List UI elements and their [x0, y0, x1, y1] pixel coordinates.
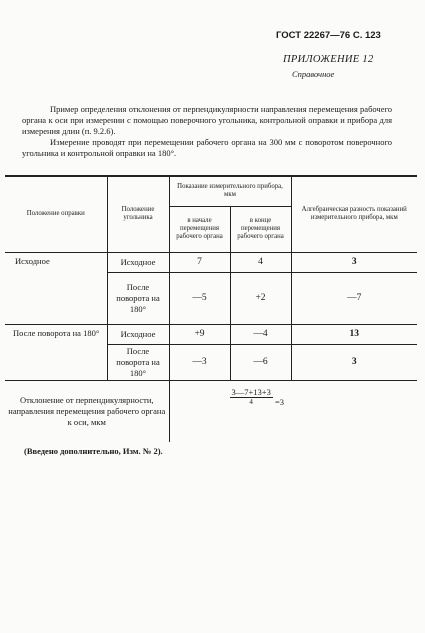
- table-row: [5, 324, 417, 344]
- cell-diff: 3: [291, 344, 417, 380]
- appendix-type: Справочное: [292, 69, 335, 79]
- cell-start: 7: [169, 252, 230, 272]
- result-value: =3: [274, 396, 285, 407]
- cell-end: —6: [230, 344, 291, 380]
- measurement-table: [5, 175, 417, 442]
- cell-square: После поворота на 180°: [107, 272, 169, 324]
- result-row: [5, 380, 417, 442]
- header-mandrel: Положение оправки: [5, 176, 107, 252]
- result-label: Отклонение от перпендикулярности, направления перемещения рабочего органа к оси, мкм: [5, 380, 169, 442]
- cell-end: +2: [230, 272, 291, 324]
- gost-header: ГОСТ 22267—76 С. 123: [276, 30, 381, 41]
- cell-start: —3: [169, 344, 230, 380]
- result-denominator: 4: [249, 397, 253, 406]
- header-end: в конце перемещения рабочего органа: [230, 206, 291, 252]
- cell-diff: 13: [291, 324, 417, 344]
- cell-square: После поворота на 180°: [107, 344, 169, 380]
- result-numerator: 3—7+13+3: [231, 386, 271, 397]
- cell-square: Исходное: [107, 324, 169, 344]
- paragraph-2: Измерение проводят при перемещении рабочего органа на 300 мм с поворотом поверочного угольника и контрольной оправки на 180°.: [22, 137, 392, 158]
- intro-paragraph: [22, 104, 392, 159]
- cell-mandrel: Исходное: [5, 252, 107, 324]
- cell-start: —5: [169, 272, 230, 324]
- amendment-note: (Введено дополнительно, Изм. № 2).: [24, 446, 163, 456]
- header-start: в начале перемещения рабочего органа: [169, 206, 230, 252]
- header-difference: Алгебраическая разность показаний измерительного прибора, мкм: [291, 176, 417, 252]
- cell-diff: —7: [291, 272, 417, 324]
- cell-end: 4: [230, 252, 291, 272]
- cell-start: +9: [169, 324, 230, 344]
- cell-mandrel: После поворота на 180°: [5, 324, 107, 380]
- header-square: Положение угольника: [107, 176, 169, 252]
- cell-diff: 3: [291, 252, 417, 272]
- header-indicator: Показание измерительного прибора, мкм: [169, 176, 291, 206]
- table-row: [5, 252, 417, 272]
- result-formula: [169, 380, 417, 442]
- result-fraction: [230, 387, 273, 406]
- appendix-title: ПРИЛОЖЕНИЕ 12: [283, 54, 374, 65]
- paragraph-1: Пример определения отклонения от перпендикулярности направления перемещения рабочего органа к оси при измерении с помощью поверочного угольника, контрольной оправки и прибора для измерения длин (п. 9.2.6).: [22, 104, 392, 136]
- cell-square: Исходное: [107, 252, 169, 272]
- cell-end: —4: [230, 324, 291, 344]
